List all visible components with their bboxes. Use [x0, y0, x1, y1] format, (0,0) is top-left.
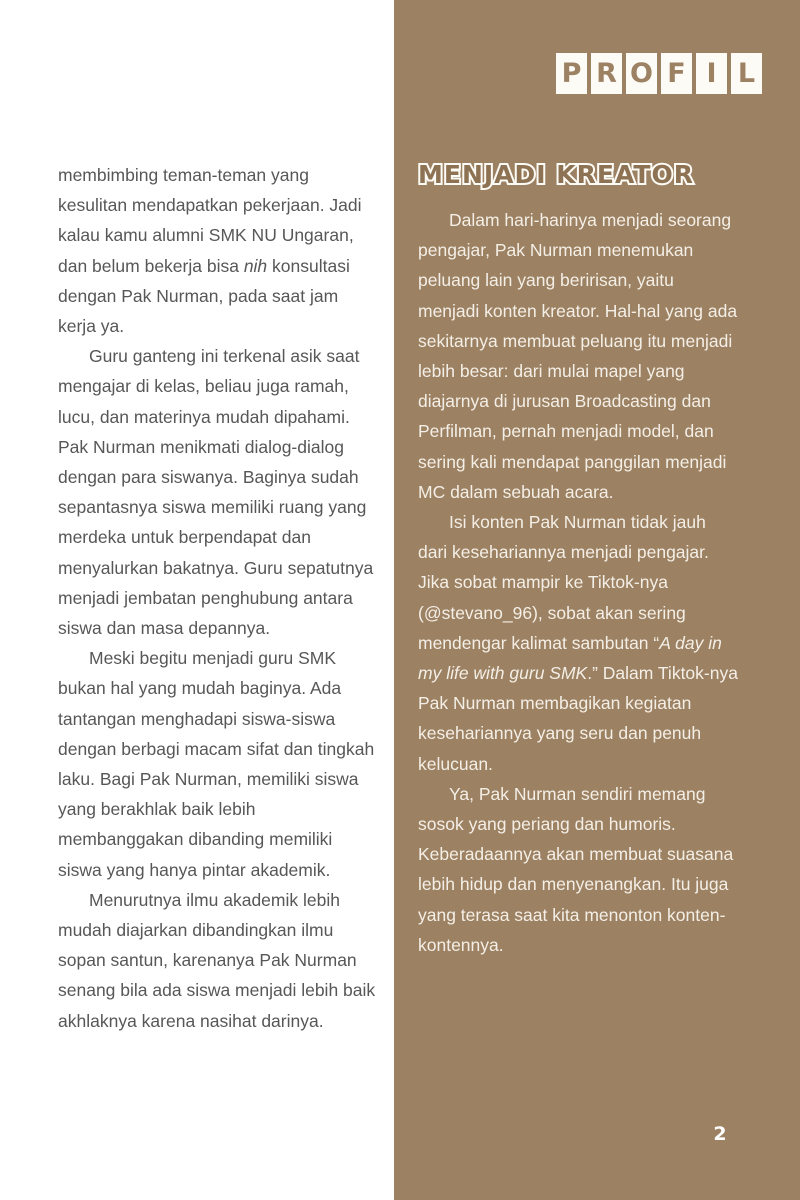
body-text: Ya, Pak Nurman sendiri memang sosok yang periang dan humoris. Keberadaannya akan membuat suasana lebih hidup dan menyenangkan. Itu juga yang terasa saat kita menonton konten-kontennya.: [418, 783, 734, 955]
masthead-letter-tile: F: [661, 53, 692, 94]
emphasis-text: A day in my life with guru SMK: [418, 632, 722, 684]
paragraph: [58, 160, 380, 341]
paragraph: [418, 507, 738, 779]
masthead-letter-tile: L: [731, 53, 762, 94]
right-text-column: [418, 205, 738, 960]
masthead-letter-tile: I: [696, 53, 727, 94]
masthead-letter-tile: O: [626, 53, 657, 94]
body-text: Guru ganteng ini terkenal asik saat mengajar di kelas, beliau juga ramah, lucu, dan materinya mudah dipahami. Pak Nurman menikmati dialog-dialog dengan para siswanya. Baginya sudah sepantasnya siswa memiliki ruang yang merdeka untuk berpendapat dan menyalurkan bakatnya. Guru sepatutnya menjadi jembatan penghubung antara siswa dan masa depannya.: [58, 346, 374, 639]
masthead-letter-tile: R: [591, 53, 622, 94]
body-text: Isi konten Pak Nurman tidak jauh dari kesehariannya menjadi pengajar. Jika sobat mampir ke Tiktok-nya (@stevano_96), sobat akan sering mendengar kalimat sambutan “: [418, 512, 709, 653]
paragraph: [58, 885, 380, 1036]
paragraph: [418, 205, 738, 507]
masthead-letter-tile: P: [556, 53, 587, 94]
body-text: Dalam hari-harinya menjadi seorang pengajar, Pak Nurman menemukan peluang lain yang beririsan, yaitu menjadi konten kreator. Hal-hal yang ada sekitarnya membuat peluang itu menjadi lebih besar: dari mulai mapel yang diajarnya di jurusan Broadcasting dan Perfilman, pernah menjadi model, dan sering kali mendapat panggilan menjadi MC dalam sebuah acara.: [418, 210, 738, 502]
paragraph: [418, 779, 738, 960]
body-text: Menurutnya ilmu akademik lebih mudah diajarkan dibandingkan ilmu sopan santun, karenanya Pak Nurman senang bila ada siswa menjadi lebih baik akhlaknya karena nasihat darinya.: [58, 889, 376, 1031]
body-text: membimbing teman-teman yang kesulitan mendapatkan pekerjaan. Jadi kalau kamu alumni SMK NU Ungaran, dan belum bekerja bisa: [58, 165, 362, 276]
paragraph: [58, 643, 380, 885]
masthead-profil: [556, 53, 762, 94]
left-text-column: [58, 160, 380, 1036]
emphasis-text: nih: [243, 255, 268, 276]
paragraph: [58, 341, 380, 643]
page-number: 2: [713, 1123, 727, 1145]
section-heading-menjadi-kreator: MENJADI KREATOR: [418, 160, 694, 189]
body-text: .” Dalam Tiktok-nya Pak Nurman membagikan kegiatan kesehariannya yang seru dan penuh kelucuan.: [418, 663, 738, 774]
body-text: konsultasi dengan Pak Nurman, pada saat jam kerja ya.: [58, 255, 350, 337]
body-text: Meski begitu menjadi guru SMK bukan hal yang mudah baginya. Ada tantangan menghadapi siswa-siswa dengan berbagi macam sifat dan tingkah laku. Bagi Pak Nurman, memiliki siswa yang berakhlak baik lebih membanggakan dibanding memiliki siswa yang hanya pintar akademik.: [58, 648, 375, 880]
